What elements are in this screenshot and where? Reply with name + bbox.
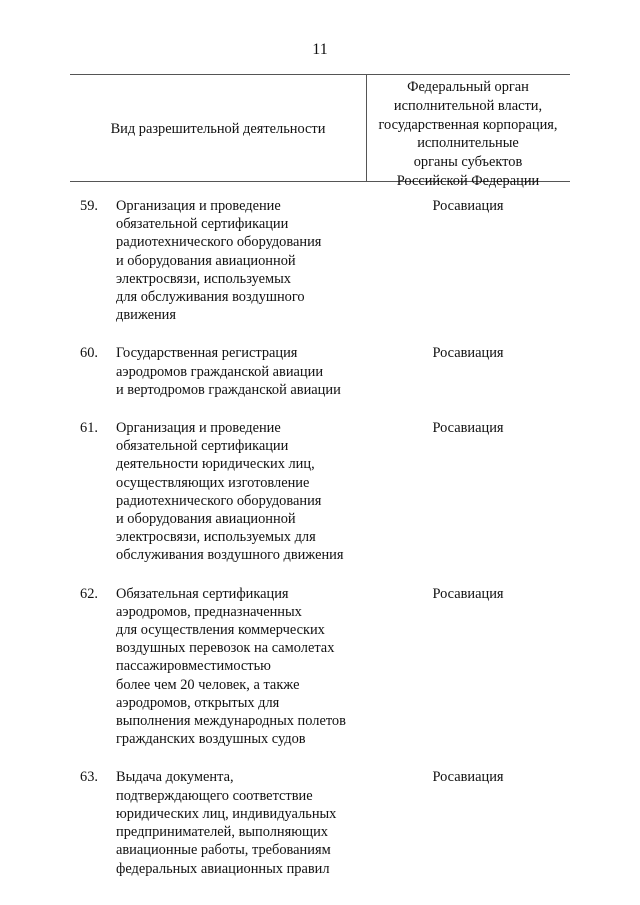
text-line: авиационные работы, требованиям [116, 842, 331, 859]
text-line: выполнения международных полетов [116, 713, 346, 730]
text-line: аэродромов, предназначенных [116, 603, 302, 620]
text-line: федеральных авиационных правил [116, 860, 330, 877]
table-header-top-rule [70, 74, 570, 75]
row-activity-text [116, 344, 376, 399]
text-line: юридических лиц, индивидуальных [116, 805, 337, 822]
table-body [0, 197, 640, 878]
row-number: 61. [80, 420, 98, 437]
text-line: пассажировместимостью [116, 658, 271, 675]
text-line: электросвязи, используемых для [116, 529, 316, 546]
table-row [0, 197, 640, 324]
table-row [0, 585, 640, 749]
text-line: Организация и проведение [116, 420, 281, 437]
header-activity-type: Вид разрешительной деятельности [110, 121, 326, 137]
header-authority-line: государственная корпорация, [378, 116, 558, 133]
row-number: 60. [80, 345, 98, 362]
text-line: и оборудования авиационной [116, 252, 296, 269]
text-line: радиотехнического оборудования [116, 492, 322, 509]
header-authority-line: Российской Федерации [396, 172, 540, 189]
text-line: аэродромов, открытых для [116, 694, 280, 711]
row-activity-text [116, 585, 376, 749]
text-line: Организация и проведение [116, 198, 281, 214]
text-line: обязательной сертификации [116, 216, 289, 233]
text-line: более чем 20 человек, а также [116, 676, 300, 693]
text-line: подтверждающего соответствие [116, 787, 313, 804]
text-line: Выдача документа, [116, 769, 234, 786]
text-line: для обслуживания воздушного [116, 289, 305, 306]
text-line: деятельности юридических лиц, [116, 456, 315, 473]
row-agency: Росавиация [432, 345, 504, 362]
text-line: воздушных перевозок на самолетах [116, 640, 335, 657]
text-line: обслуживания воздушного движения [116, 547, 344, 564]
table-row [0, 768, 640, 877]
text-line: для осуществления коммерческих [116, 622, 325, 639]
row-number: 59. [80, 198, 98, 214]
row-number: 63. [80, 769, 98, 786]
text-line: Обязательная сертификация [116, 585, 289, 602]
row-agency: Росавиация [432, 420, 504, 437]
header-authority-line: исполнительные [417, 135, 519, 152]
text-line: обязательной сертификации [116, 438, 289, 455]
table-row [0, 344, 640, 399]
page-number: 11 [312, 41, 328, 58]
row-number: 62. [80, 585, 98, 602]
text-line: осуществляющих изготовление [116, 474, 310, 491]
header-authority-line: исполнительной власти, [393, 97, 543, 114]
row-agency: Росавиация [432, 198, 504, 214]
text-line: электросвязи, используемых [116, 270, 291, 287]
text-line: и вертодромов гражданской авиации [116, 381, 341, 398]
text-line: Государственная регистрация [116, 345, 298, 362]
row-activity-text [116, 419, 376, 565]
header-authority-line: органы субъектов [413, 154, 523, 171]
text-line: и оборудования авиационной [116, 511, 296, 528]
header-authority [366, 78, 570, 191]
row-activity-text [116, 768, 376, 877]
row-agency: Росавиация [432, 769, 504, 786]
text-line: движения [116, 307, 176, 324]
table-row [0, 419, 640, 565]
header-authority-line: Федеральный орган [407, 79, 529, 95]
text-line: гражданских воздушных судов [116, 731, 306, 748]
row-agency: Росавиация [432, 585, 504, 602]
text-line: предпринимателей, выполняющих [116, 824, 328, 841]
text-line: радиотехнического оборудования [116, 234, 322, 251]
text-line: аэродромов гражданской авиации [116, 363, 324, 380]
row-activity-text [116, 197, 376, 324]
